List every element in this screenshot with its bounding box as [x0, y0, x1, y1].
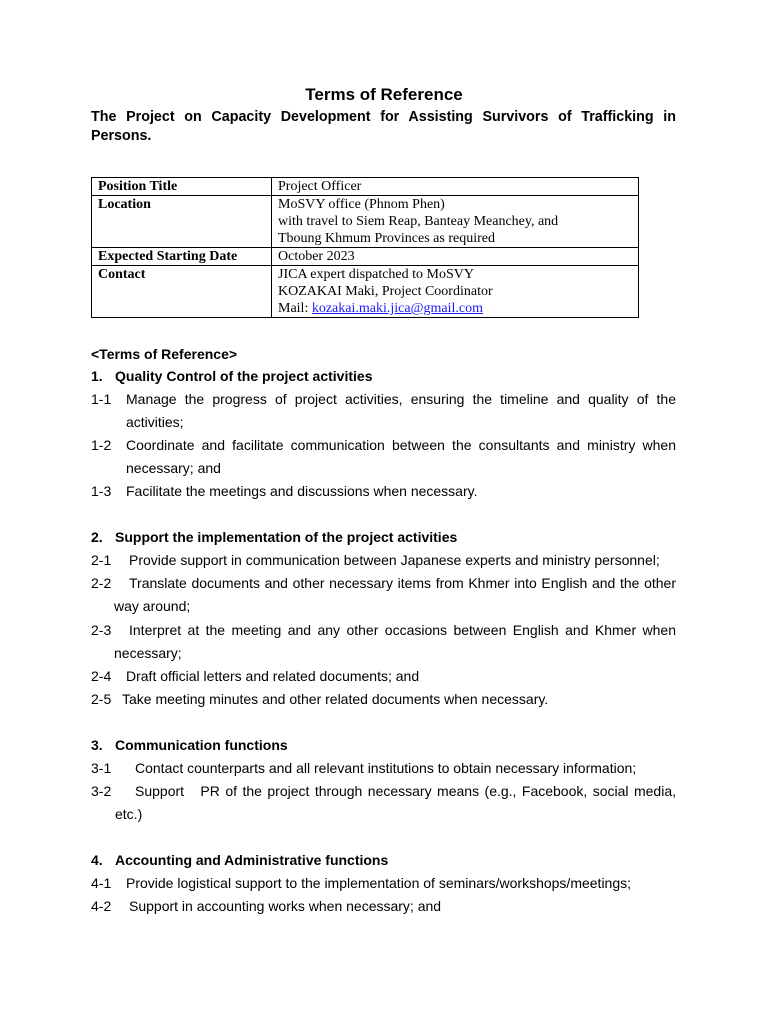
list-item [91, 434, 676, 480]
item-text-continued: necessary; [114, 645, 182, 661]
item-number: 2-4 [91, 668, 112, 684]
cell-line: JICA expert dispatched to MoSVY [278, 267, 474, 282]
item-text-continued: activities; [126, 414, 184, 430]
item-text-continued: etc.) [115, 806, 143, 822]
list-item [91, 688, 676, 711]
item-text-continued: way around; [114, 598, 191, 614]
contact-value [272, 266, 639, 318]
starting-date-value [272, 248, 639, 266]
tor-heading: <Terms of Reference> [91, 346, 238, 362]
list-item [91, 895, 676, 918]
section-heading-3 [91, 736, 288, 755]
document-title: Terms of Reference [305, 85, 463, 104]
cell-line: KOZAKAI Maki, Project Coordinator [278, 284, 493, 299]
position-title-label: Position Title [92, 178, 272, 196]
item-text: Support in accounting works when necessary; and [129, 898, 442, 914]
section-number: 3. [91, 737, 103, 753]
item-text: Provide support in communication between Japanese experts and ministry personnel; [129, 552, 660, 568]
item-number: 1-3 [91, 483, 112, 499]
item-text: Manage the progress of project activities, ensuring the timeline and quality of the [126, 391, 676, 407]
project-subtitle: The Project on Capacity Development for Assisting Survivors of Trafficking in Persons. [91, 109, 676, 144]
table-row [92, 248, 639, 266]
section-number: 4. [91, 852, 103, 868]
list-item [91, 619, 676, 665]
list-item [91, 757, 676, 780]
item-number: 4-2 [91, 898, 112, 914]
location-value [272, 196, 639, 248]
item-number: 2-1 [91, 552, 112, 568]
item-number: 4-1 [91, 875, 112, 891]
list-item [91, 572, 676, 618]
item-number: 1-2 [91, 437, 112, 453]
section-number: 1. [91, 368, 103, 384]
starting-date-label: Expected Starting Date [92, 248, 272, 266]
list-item [91, 549, 676, 572]
item-text: Draft official letters and related documents; and [126, 668, 420, 684]
item-text: Coordinate and facilitate communication between the consultants and ministry when [126, 437, 676, 453]
table-row [92, 266, 639, 318]
position-info-table [91, 177, 639, 318]
section-title: Quality Control of the project activities [115, 368, 373, 384]
section-heading-1 [91, 367, 372, 386]
list-item [91, 480, 676, 503]
item-text: Provide logistical support to the implementation of seminars/workshops/meetings; [126, 875, 632, 891]
item-text: Take meeting minutes and other related documents when necessary. [122, 691, 549, 707]
cell-line: Tboung Khmum Provinces as required [278, 231, 495, 246]
list-item [91, 780, 676, 826]
item-number: 3-1 [91, 760, 112, 776]
location-label: Location [92, 196, 272, 248]
item-number: 2-5 [91, 691, 112, 707]
item-number: 1-1 [91, 391, 112, 407]
section-heading-4 [91, 851, 388, 870]
section-title: Communication functions [115, 737, 288, 753]
section-heading-2 [91, 528, 457, 547]
position-title-value [272, 178, 639, 196]
item-text-continued: necessary; and [126, 460, 221, 476]
cell-line: MoSVY office (Phnom Phen) [278, 197, 445, 212]
section-number: 2. [91, 529, 103, 545]
list-item [91, 872, 676, 895]
item-text: Facilitate the meetings and discussions when necessary. [126, 483, 478, 499]
cell-line: Project Officer [278, 179, 362, 194]
item-text: Interpret at the meeting and any other occasions between English and Khmer when [129, 622, 676, 638]
cell-line [278, 300, 632, 317]
email-link[interactable]: kozakai.maki.jica@gmail.com [311, 301, 483, 316]
item-number: 2-2 [91, 575, 112, 591]
section-title: Support the implementation of the project activities [115, 529, 458, 545]
item-text: Contact counterparts and all relevant institutions to obtain necessary information; [135, 760, 637, 776]
table-row [92, 196, 639, 248]
list-item [91, 665, 676, 688]
item-text: Translate documents and other necessary items from Khmer into English and the other [129, 575, 676, 591]
table-row [92, 178, 639, 196]
item-text: Support PR of the project through necessary means (e.g., Facebook, social media, [135, 783, 676, 799]
contact-label: Contact [92, 266, 272, 318]
cell-line: with travel to Siem Reap, Banteay Meanchey, and [278, 214, 559, 229]
item-number: 3-2 [91, 783, 112, 799]
list-item [91, 388, 676, 434]
cell-line: October 2023 [278, 249, 355, 264]
item-number: 2-3 [91, 622, 112, 638]
section-title: Accounting and Administrative functions [115, 852, 389, 868]
mail-prefix: Mail: [278, 301, 312, 316]
